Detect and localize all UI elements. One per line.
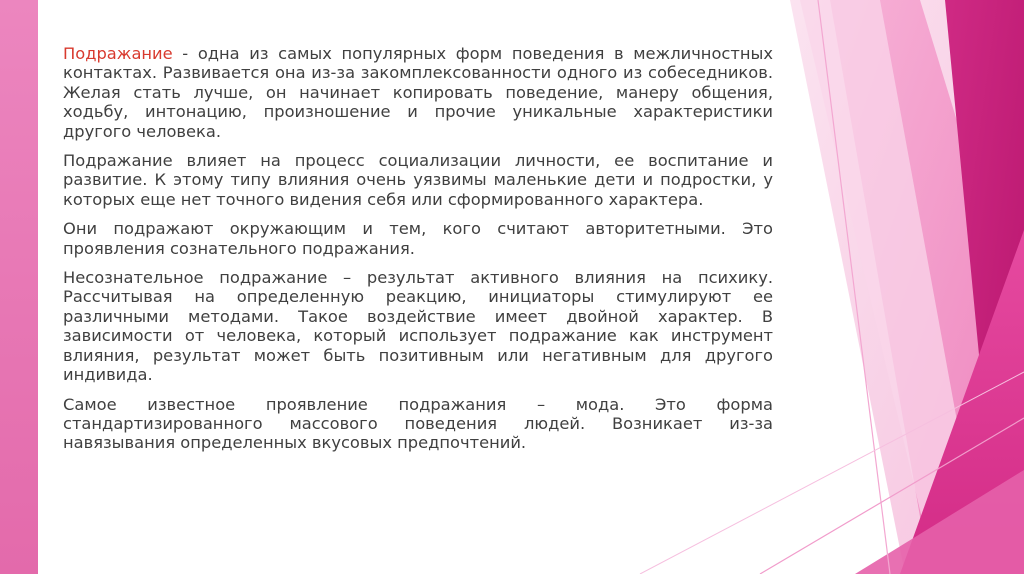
main-text bbox=[63, 44, 773, 463]
paragraph-3: Они подражают окружающим и тем, кого считают авторитетными. Это проявления сознательного подражания. bbox=[63, 219, 773, 258]
paragraph-1-text: - одна из самых популярных форм поведения в межличностных контактах. Развивается она из-за закомплексованности одного из собеседников. Желая стать лучше, он начинает копировать поведение, манеру общения, ходьбу, интонацию, произношение и прочие уникальные характеристики другого человека. bbox=[63, 44, 773, 141]
paragraph-4: Несознательное подражание – результат активного влияния на психику. Рассчитывая на определенную реакцию, инициаторы стимулируют ее различными методами. Такое воздействие имеет двойной характер. В зависимости от человека, который использует подражание как инструмент влияния, результат может быть позитивным или негативным для другого индивида. bbox=[63, 268, 773, 385]
paragraph-1 bbox=[63, 44, 773, 141]
paragraph-5: Самое известное проявление подражания – мода. Это форма стандартизированного массового поведения людей. Возникает из-за навязывания определенных вкусовых предпочтений. bbox=[63, 394, 773, 453]
keyword-imitation: Подражание bbox=[63, 44, 173, 63]
paragraph-2: Подражание влияет на процесс социализации личности, ее воспитание и развитие. К этому типу влияния очень уязвимы маленькие дети и подростки, у которых еще нет точного видения себя или сформированного характера. bbox=[63, 151, 773, 209]
